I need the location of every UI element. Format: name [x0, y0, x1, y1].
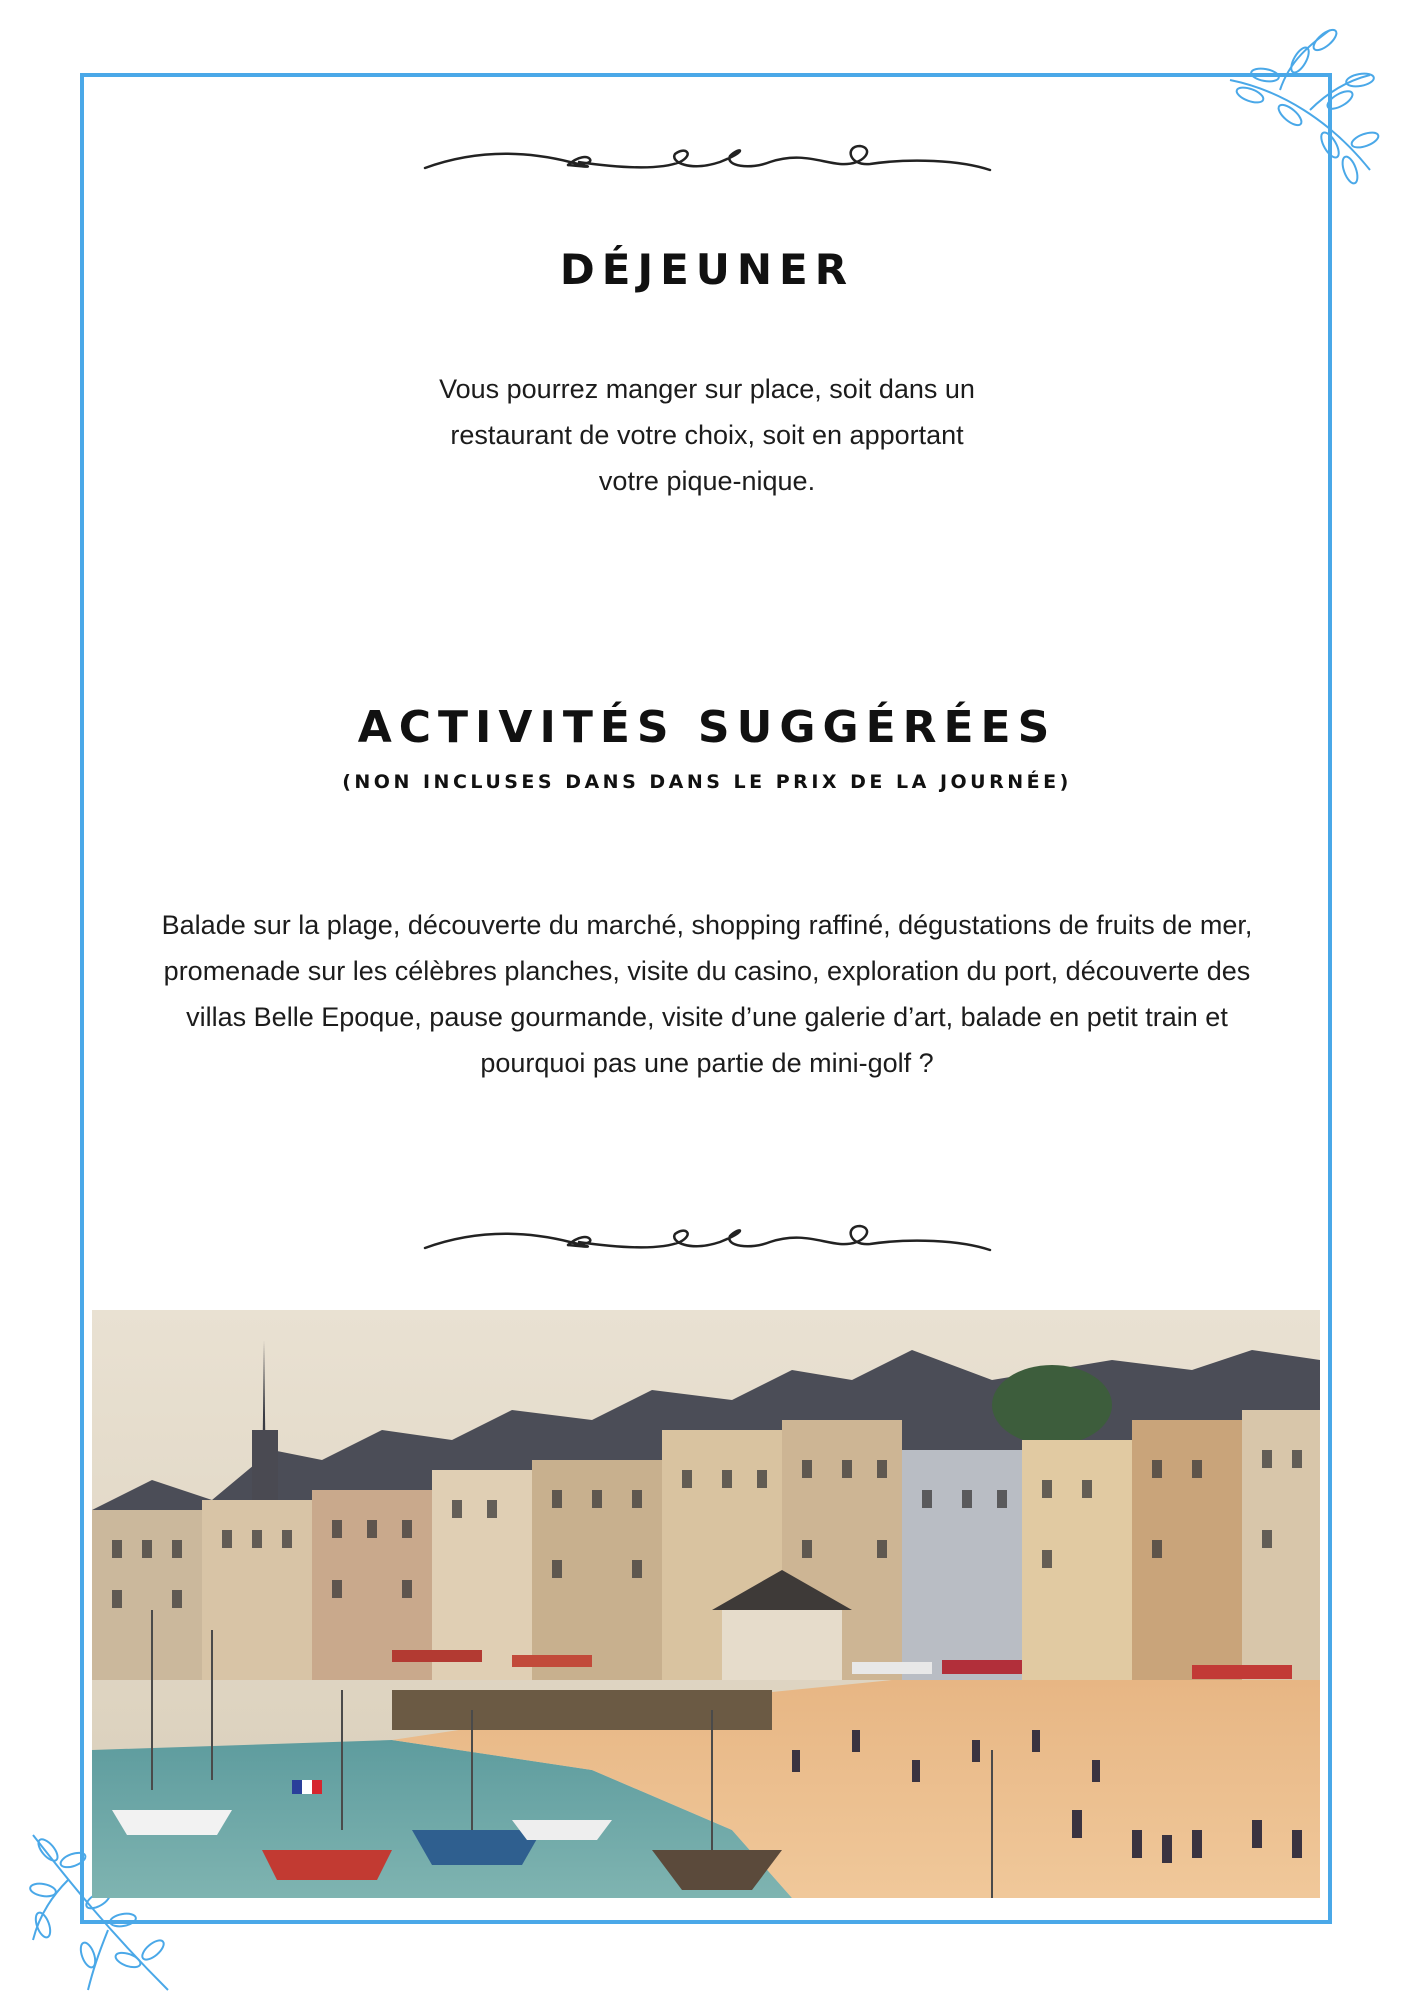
- leaf-branch-icon: [1220, 20, 1380, 190]
- activities-text: Balade sur la plage, découverte du marché, shopping raffiné, dégustations de fruits de mer, promenade sur les célèbres planches, visite du casino, exploration du port, découverte des villas Belle Epoque, pause gourmande, visite d’une galerie d’art, balade en petit train et pourquoi pas une partie de mini-golf ?: [161, 910, 1253, 1078]
- flourish-divider: [420, 140, 994, 180]
- activities-title: ACTIVITÉS SUGGÉRÉES: [357, 702, 1057, 753]
- lunch-title: DÉJEUNER: [559, 245, 855, 294]
- lunch-text: Vous pourrez manger sur place, soit dans un restaurant de votre choix, soit en apportant votre pique-nique.: [439, 374, 975, 496]
- flourish-divider: [420, 1220, 994, 1260]
- activities-subtitle: (NON INCLUSES DANS DANS LE PRIX DE LA JOURNÉE): [342, 771, 1072, 793]
- harbour-town-photo: [92, 1310, 1320, 1898]
